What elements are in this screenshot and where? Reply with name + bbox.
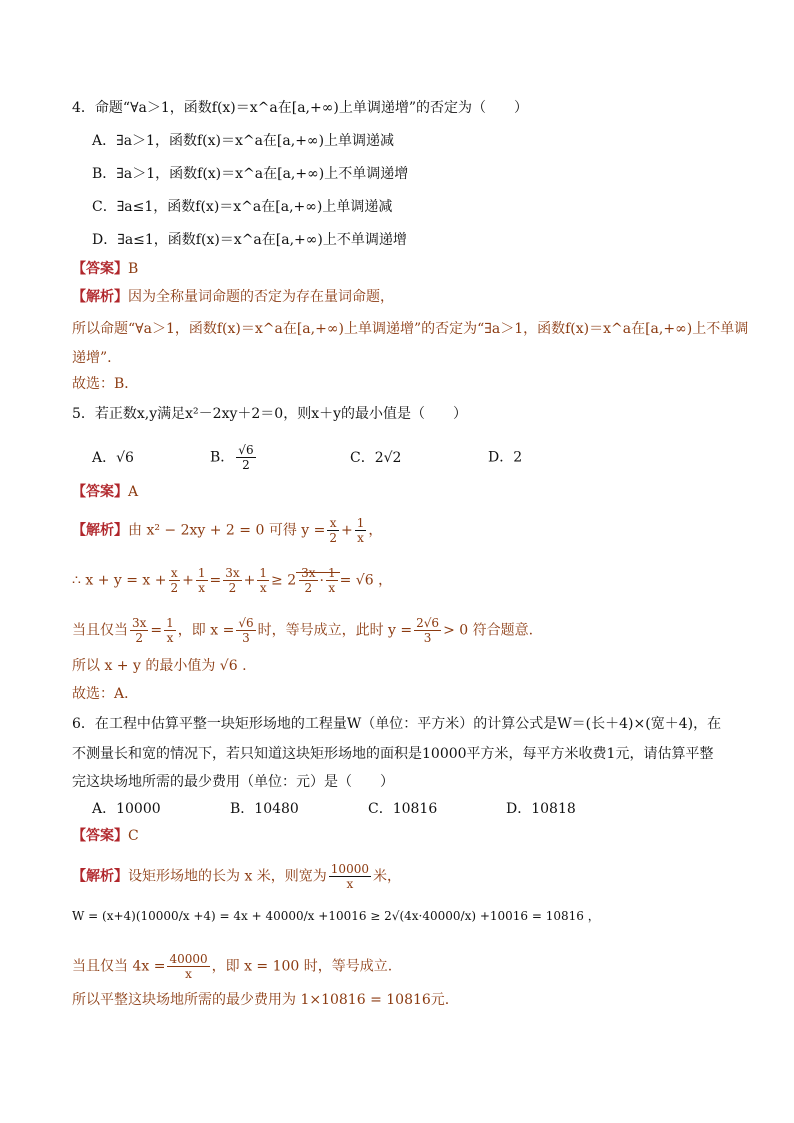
frac-num: x [327, 516, 339, 531]
q5-when-line: 当且仅当 $\frac{3x}{2}$ = $\frac{1}{x}$ ，即 x = $\frac{√6}{3}$ 时，等号成立，此时 y = $\frac{2√6}{3}$ > 0 符合题意. [72, 616, 534, 645]
q6-conclusion: 所以平整这块场地所需的最少费用为 1×10816 = 10816元. [72, 992, 450, 1008]
analysis-label: 【解析】 [72, 289, 128, 305]
q5-analysis-2c: = √6 ， [339, 572, 393, 589]
q5-option-b [210, 443, 350, 472]
frac-den: 2 [329, 531, 338, 545]
q6-option-b: B．10480 [230, 801, 299, 817]
answer-label: 【答案】 [72, 261, 128, 277]
q5-option-c: C．2√2 [350, 449, 402, 466]
q6-analysis-line-1 [72, 862, 401, 891]
q4-choose: 故选：B． [72, 376, 139, 392]
q6-analysis-1b: 米， [372, 868, 401, 885]
q6-option-c: C．10816 [368, 801, 438, 817]
q4-option-c: C．∃a≤1，函数f(x)＝x^a在[a,+∞)上单调递减 [92, 199, 393, 215]
q6-options [92, 799, 576, 819]
answer-label: 【答案】 [72, 484, 128, 500]
q4-analysis-line-1 [72, 287, 394, 307]
frac-num: 10000 [330, 862, 369, 876]
q5-when-d: > 0 符合题意. [443, 622, 534, 639]
fraction [355, 516, 367, 545]
q5-options [92, 443, 522, 472]
frac-den: x [346, 877, 354, 891]
q6-stem-2: 不测量长和宽的情况下，若只知道这块矩形场地的面积是10000平方米，每平方米收费1元，请估算平整 [72, 746, 714, 762]
q4-option-d: D．∃a≤1，函数f(x)＝x^a在[a,+∞)上不单调递增 [92, 232, 407, 248]
sqrt-expression: $\frac{3x}{2}$ · $\frac{1}{x}$ [296, 572, 340, 589]
q6-answer-line [72, 826, 139, 846]
frac-num: 40000 [169, 952, 208, 966]
q5-option-b-num: √6 [238, 443, 254, 457]
q6-when-b: ，即 x = 100 时，等号成立. [211, 958, 393, 975]
q5-choose: 故选：A． [72, 686, 139, 702]
q5-analysis-end: ， [368, 522, 383, 539]
q6-when-line [72, 952, 392, 981]
q5-option-a: A．√6 [92, 449, 134, 466]
answer-label: 【答案】 [72, 828, 128, 844]
q5-conclusion: 所以 x + y 的最小值为 √6 . [72, 658, 247, 674]
q5-option-b-prefix: B． [210, 449, 235, 466]
analysis-label: 【解析】 [72, 868, 128, 885]
q5-when-b: ，即 x = [177, 622, 235, 639]
frac-num: 1 [356, 516, 365, 530]
q4-answer-line [72, 259, 138, 279]
q5-analysis-2a: ∴ x + y = x + [72, 572, 167, 589]
q5-answer: A [128, 484, 139, 500]
q6-stem-3: 完这块场地所需的最少费用（单位：元）是（ ） [72, 774, 394, 790]
q6-analysis-line-2: W = (x+4)(10000/x +4) = 4x + 40000/x +10016 ≥ 2√(4x·40000/x) +10016 = 10816 ， [72, 909, 600, 923]
q4-answer: B [128, 261, 139, 277]
frac-den: x [185, 967, 192, 981]
q5-answer-line [72, 482, 138, 502]
q5-when-c: 时，等号成立，此时 y = [257, 622, 413, 639]
q5-analysis-line-1: 【解析】由 x² − 2xy + 2 = 0 可得 y = $\frac{x}{2}$ + $\frac{1}{x}$ ， [72, 516, 383, 545]
q4-option-a: A．∃a＞1，函数f(x)＝x^a在[a,+∞)上单调递减 [92, 133, 395, 149]
q5-when-a: 当且仅当 [72, 622, 128, 639]
q5-analysis-text-1: 由 x² − 2xy + 2 = 0 可得 y = [128, 522, 326, 539]
q6-option-d: D．10818 [506, 801, 576, 817]
q6-stem-1: 6．在工程中估算平整一块矩形场地的工程量W（单位：平方米）的计算公式是W＝(长＋4)×(宽＋4)，在 [72, 716, 722, 732]
q6-option-a: A．10000 [92, 801, 161, 817]
fraction [329, 862, 371, 891]
analysis-label: 【解析】 [72, 522, 128, 539]
q5-analysis-line-2: ∴ x + y = x + $\frac{x}{2}$ + $\frac{1}{x}$ = $\frac{3x}{2}$ + $\frac{1}{x}$ ≥ 2 $\frac{3x}{2}$ · $\frac{1}{x}$ = √6 ， [72, 566, 393, 595]
q6-analysis-1a: 设矩形场地的长为 x 米，则宽为 [128, 868, 327, 885]
q5-stem: 5．若正数x,y满足x²－2xy＋2＝0，则x＋y的最小值是（ ） [72, 406, 467, 422]
q4-stem: 4．命题“∀a＞1，函数f(x)＝x^a在[a,+∞)上单调递增”的否定为（ ） [72, 100, 529, 116]
q5-option-d: D．2 [488, 449, 523, 466]
fraction [327, 516, 339, 545]
q5-analysis-2b: ≥ 2 [271, 572, 297, 589]
q5-option-b-fraction [236, 443, 255, 472]
q6-answer: C [128, 828, 139, 844]
q5-option-b-den: 2 [242, 458, 250, 472]
q4-analysis-text-1: 因为全称量词命题的否定为存在量词命题， [128, 289, 394, 305]
q4-analysis-line-3: 递增”. [72, 350, 112, 366]
q4-analysis-line-2: 所以命题“∀a＞1，函数f(x)＝x^a在[a,+∞)上单调递增”的否定为“∃a＞1，函数f(x)＝x^a在[a,+∞)上不单调 [72, 321, 749, 337]
q4-option-b: B．∃a＞1，函数f(x)＝x^a在[a,+∞)上不单调递增 [92, 166, 409, 182]
frac-den: x [357, 531, 364, 545]
q6-when-a: 当且仅当 4x = [72, 958, 166, 975]
